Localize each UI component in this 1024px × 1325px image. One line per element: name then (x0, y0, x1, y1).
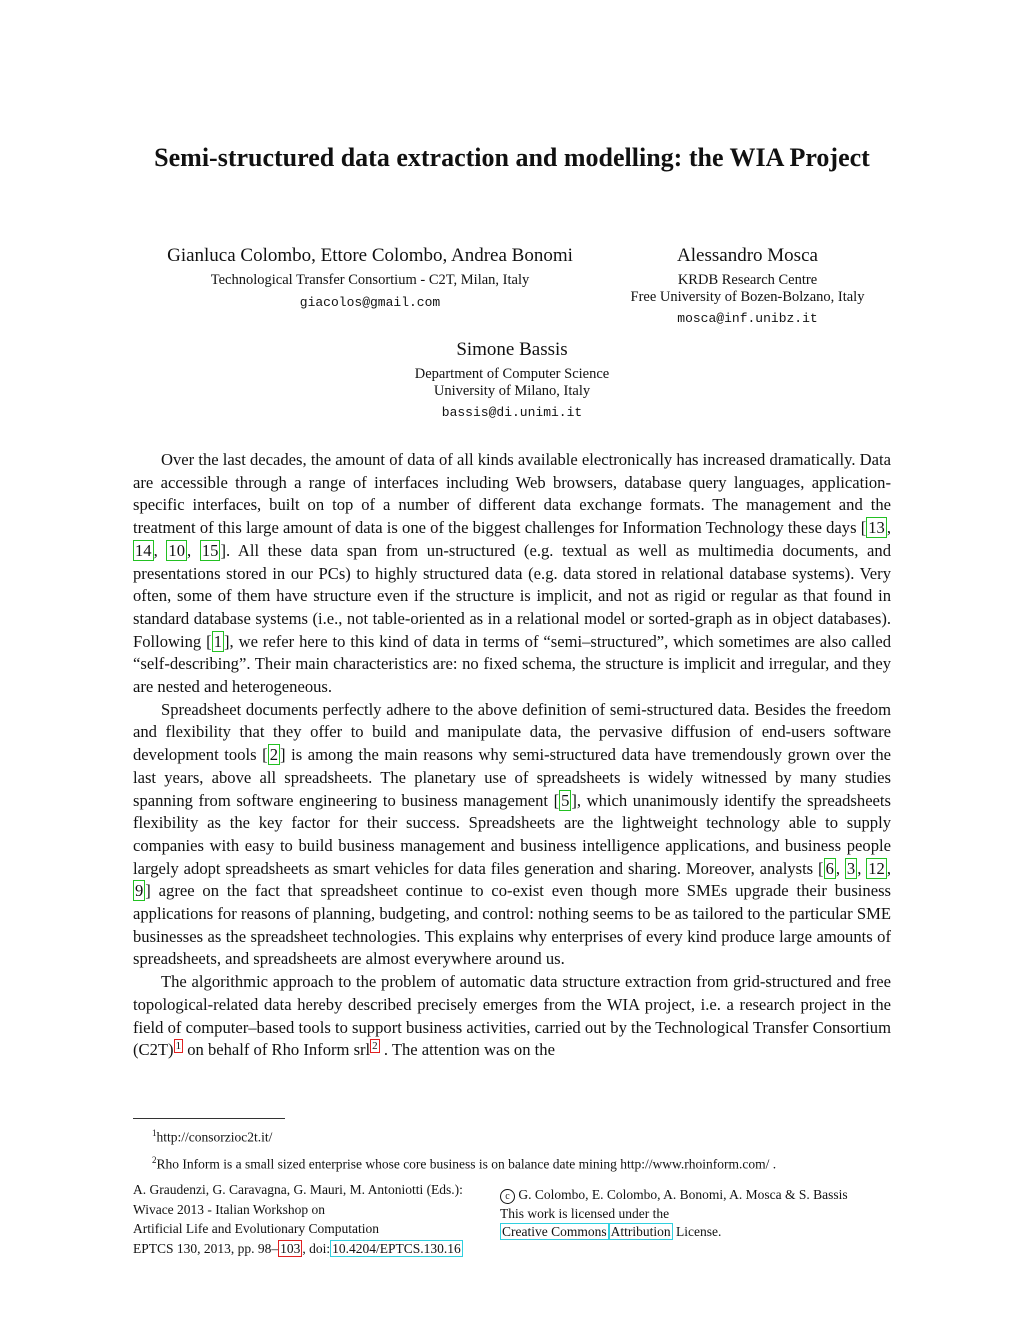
author-email: giacolos@gmail.com (299, 295, 441, 310)
citation-link[interactable]: 14 (135, 540, 152, 560)
author-affiliation: Free University of Bozen-Bolzano, Italy (630, 289, 865, 305)
citation-link[interactable]: 9 (135, 881, 144, 901)
author-affiliation: KRDB Research Centre (677, 272, 818, 288)
publication-info: A. Graudenzi, G. Caravagna, G. Mauri, M. Antoniotti (Eds.): Wivace 2013 - Italian Workshop on Artificial Life and Evolutionary Computation EPTCS 130, 2013, pp. 98– 103 , doi: 10.4204/EPTCS.130.16 (133, 1182, 463, 1256)
citation-link[interactable]: 15 (201, 540, 219, 560)
author-block-1 (150, 244, 590, 310)
copyright-icon: c (500, 1189, 515, 1204)
attribution-link[interactable]: Attribution (610, 1224, 671, 1239)
footnote-2: $^2$Rho Inform is a small sized enterprise whose core business is on balance date mining http://www.rhoinform.com/ . (152, 1154, 777, 1171)
body-text (133, 449, 891, 1062)
paragraph: Over the last decades, the amount of data of all kinds available electronically has increased dramatically. Data are accessible through a range of interfaces including Web browsers, database query languages, application-specific interfaces, built on top of a number of different data exchange formats. The management and the treatment of this large amount of data is one of the biggest challenges for Information Technology these days [ 13 , 14 , 10 , 15 ]. All these data span from un-structured (e.g. textual as well as multimedia documents, and presentations stored in our PCs) to highly structured data (e.g. data stored in relational database systems). Very often, some of them have structure even if the structure is implicit, and not as rigid or regular as that found in standard database systems (i.e., not table-oriented as in a relational model or sorted-graph as in object databases). Following [ 1 ], we refer here to this kind of data in terms of “semi–structured”, which sometimes are also called “self-describing”. Their main characteristics are: no fixed schema, the structure is implicit and irregular, and they are nested and heterogeneous. (133, 450, 892, 697)
citation-link[interactable]: 12 (868, 858, 885, 878)
paragraph: The algorithmic approach to the problem of automatic data structure extraction from grid-structured and free topological-related data hereby described precisely emerges from the WIA project, i.e. a research project in the field of computer–based tools to support business activities, carried out by the Technological Transfer Consortium (C2T) $^1$ on behalf of Rho Inform srl $^2$ . The attention was on the (133, 972, 891, 1060)
footnote-link[interactable]: 1 (175, 1039, 182, 1052)
doi-link[interactable]: 10.4204/EPTCS.130.16 (332, 1240, 461, 1256)
creative-commons-link[interactable]: Creative Commons (502, 1224, 607, 1239)
citation-link[interactable]: 5 (561, 790, 570, 810)
author-email: bassis@di.unimi.it (441, 405, 583, 420)
author-email: mosca@inf.unibz.it (677, 311, 818, 326)
author-block-3 (382, 338, 642, 420)
author-affiliation: Department of Computer Science (414, 366, 610, 382)
author-affiliation: Technological Transfer Consortium - C2T, Milan, Italy (210, 272, 530, 288)
footnote-1: $^1$http://consorzioc2t.it/ (152, 1128, 273, 1145)
footnote-link[interactable]: 2 (372, 1039, 378, 1052)
footnote-divider (133, 1118, 285, 1119)
last-page-link[interactable]: 103 (280, 1240, 301, 1256)
license-info: c G. Colombo, E. Colombo, A. Bonomi, A. Mosca & S. Bassis This work is licensed under the Creative Commons Attribution License. (500, 1187, 848, 1239)
footnotes (152, 1122, 892, 1175)
citation-link[interactable]: 3 (846, 858, 856, 878)
author-names: Gianluca Colombo, Ettore Colombo, Andrea Bonomi (167, 245, 573, 266)
citation-link[interactable]: 6 (825, 858, 834, 878)
paragraph: Spreadsheet documents perfectly adhere to the above definition of semi-structured data. Besides the freedom and flexibility that they offer to build and manipulate data, the pervasive diffusion of end-users software development tools [ 2 ] is among the main reasons why semi-structured data have tremendously grown over the last years, above all spreadsheets. The planetary use of spreadsheets is widely witnessed by many studies spanning from software engineering to business management [ 5 ], which unanimously identify the spreadsheets flexibility as the key factor for their success. Spreadsheets are the lightweight technology able to supply companies with easy to build business management and business intelligence applications, and business people largely adopt spreadsheets as smart vehicles for data files generation and sharing. Moreover, analysts [ 6 , 3 , 12 , 9 ] agree on the fact that spreadsheet continue to co-exist even though more SMEs upgrade their business applications for reasons of planning, budgeting, and control: nothing seems to be as tailored to the particular SME businesses as the spreadsheet technologies. This explains why enterprises of every kind produce large amounts of spreadsheets, and spreadsheets are almost everywhere around us. (133, 699, 891, 969)
citation-link[interactable]: 1 (213, 631, 222, 651)
paper-title: Semi-structured data extraction and modelling: the WIA Project (154, 143, 870, 172)
citation-link[interactable]: 2 (269, 745, 278, 765)
author-names: Simone Bassis (456, 339, 568, 360)
author-names: Alessandro Mosca (677, 245, 818, 266)
citation-link[interactable]: 10 (168, 540, 186, 560)
citation-link[interactable]: 13 (868, 518, 885, 538)
author-block-2 (620, 244, 875, 326)
author-affiliation: University of Milano, Italy (433, 383, 591, 399)
